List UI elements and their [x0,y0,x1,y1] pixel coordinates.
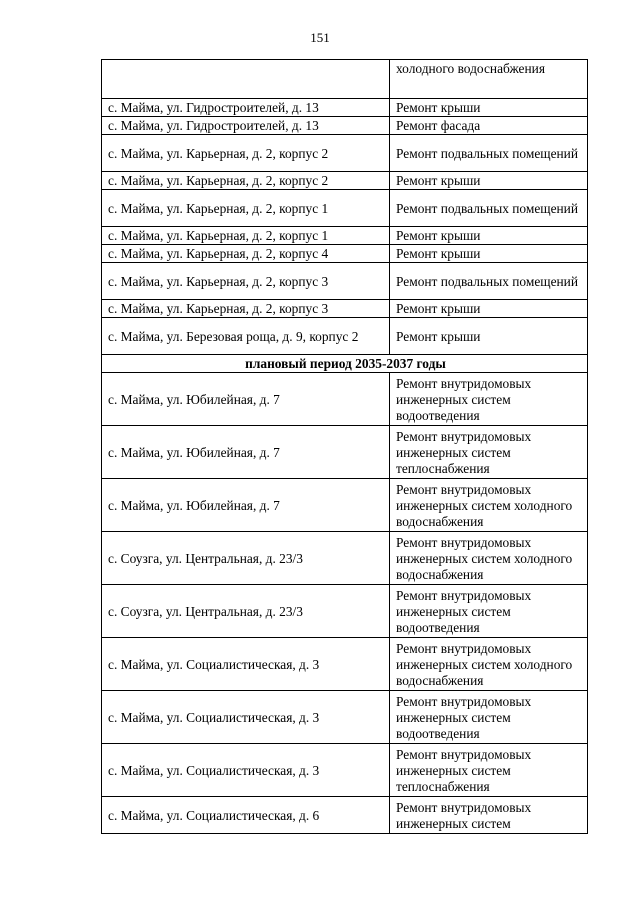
address-cell: с. Майма, ул. Карьерная, д. 2, корпус 3 [102,263,390,300]
address-cell: с. Майма, ул. Социалистическая, д. 6 [102,797,390,834]
address-cell: с. Майма, ул. Карьерная, д. 2, корпус 1 [102,227,390,245]
address-cell: с. Майма, ул. Юбилейная, д. 7 [102,426,390,479]
table-row [102,744,588,797]
address-cell: с. Майма, ул. Социалистическая, д. 3 [102,744,390,797]
address-cell: с. Майма, ул. Карьерная, д. 2, корпус 4 [102,245,390,263]
address-cell: с. Майма, ул. Социалистическая, д. 3 [102,691,390,744]
table-row [102,227,588,245]
table-row [102,426,588,479]
address-cell [102,60,390,99]
table-row [102,300,588,318]
table-row [102,135,588,172]
work-cell: Ремонт внутридомовых инженерных систем теплоснабжения [390,744,588,797]
work-cell: Ремонт внутридомовых инженерных систем холодного водоснабжения [390,532,588,585]
work-cell: Ремонт подвальных помещений [390,263,588,300]
work-cell: Ремонт подвальных помещений [390,190,588,227]
table-row [102,479,588,532]
address-cell: с. Майма, ул. Гидростроителей, д. 13 [102,117,390,135]
table-row [102,245,588,263]
work-cell: Ремонт крыши [390,227,588,245]
address-cell: с. Майма, ул. Юбилейная, д. 7 [102,373,390,426]
work-cell: Ремонт крыши [390,318,588,355]
address-cell: с. Майма, ул. Карьерная, д. 2, корпус 3 [102,300,390,318]
address-cell: с. Майма, ул. Карьерная, д. 2, корпус 2 [102,135,390,172]
table-row [102,373,588,426]
works-table [101,59,588,834]
table-row [102,532,588,585]
work-cell: Ремонт крыши [390,172,588,190]
address-cell: с. Соузга, ул. Центральная, д. 23/3 [102,532,390,585]
work-cell: Ремонт крыши [390,300,588,318]
address-cell: с. Соузга, ул. Центральная, д. 23/3 [102,585,390,638]
work-cell: холодного водоснабжения [390,60,588,99]
works-table-body [102,60,588,99]
address-cell: с. Майма, ул. Березовая роща, д. 9, корпус 2 [102,318,390,355]
rows-group-1 [102,99,588,355]
work-cell: Ремонт внутридомовых инженерных систем водоотведения [390,691,588,744]
continuation-row [102,60,588,99]
work-cell: Ремонт внутридомовых инженерных систем водоотведения [390,585,588,638]
period-header: плановый период 2035-2037 годы [102,355,588,373]
work-cell: Ремонт внутридомовых инженерных систем [390,797,588,834]
table-row [102,318,588,355]
work-cell: Ремонт крыши [390,245,588,263]
table-row [102,117,588,135]
address-cell: с. Майма, ул. Социалистическая, д. 3 [102,638,390,691]
work-cell: Ремонт фасада [390,117,588,135]
work-cell: Ремонт внутридомовых инженерных систем теплоснабжения [390,426,588,479]
address-cell: с. Майма, ул. Карьерная, д. 2, корпус 2 [102,172,390,190]
work-cell: Ремонт крыши [390,99,588,117]
address-cell: с. Майма, ул. Гидростроителей, д. 13 [102,99,390,117]
table-row [102,585,588,638]
table-row [102,172,588,190]
period-header-row [102,355,588,373]
page-number: 151 [310,30,330,45]
table-row [102,190,588,227]
work-cell: Ремонт внутридомовых инженерных систем холодного водоснабжения [390,479,588,532]
work-cell: Ремонт внутридомовых инженерных систем холодного водоснабжения [390,638,588,691]
period-header-section [102,355,588,373]
table-row [102,691,588,744]
address-cell: с. Майма, ул. Карьерная, д. 2, корпус 1 [102,190,390,227]
table-row [102,797,588,834]
work-cell: Ремонт внутридомовых инженерных систем водоотведения [390,373,588,426]
address-cell: с. Майма, ул. Юбилейная, д. 7 [102,479,390,532]
rows-group-2 [102,373,588,834]
table-row [102,99,588,117]
table-row [102,638,588,691]
work-cell: Ремонт подвальных помещений [390,135,588,172]
table-row [102,263,588,300]
